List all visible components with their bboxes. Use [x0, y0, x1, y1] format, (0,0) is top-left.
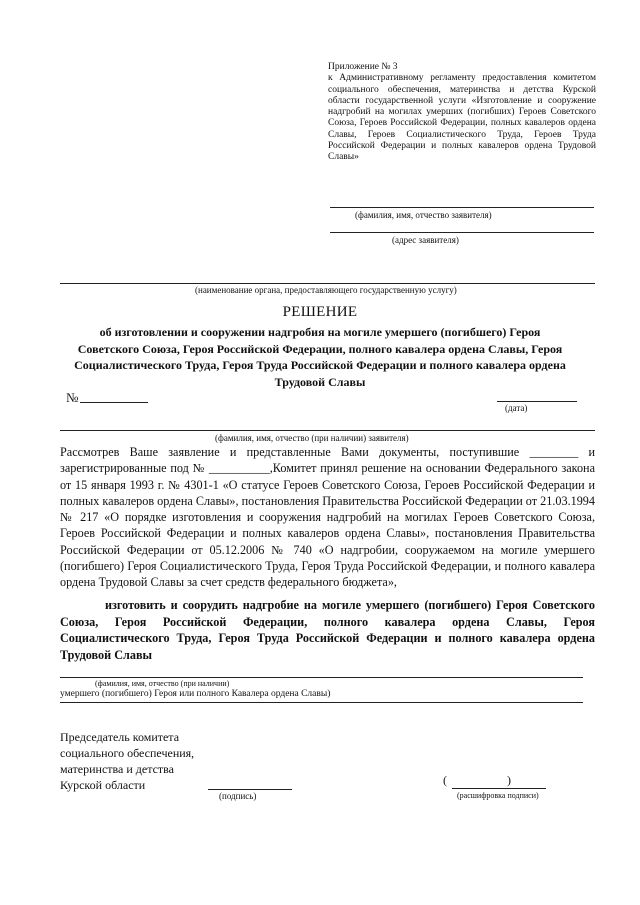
recipient-caption: (фамилия, имя, отчество (при наличии) заявителя)	[215, 433, 409, 443]
applicant-address-line	[330, 232, 594, 233]
decode-line	[452, 788, 546, 789]
applicant-name-line	[330, 207, 594, 208]
body-paragraph: Рассмотрев Ваше заявление и представленные Вами документы, поступившие ________ и зарегистрированные под № __________,Комитет принял решение на основании Федерального закона от 15 января 1993 г. № 4301-1 «О статусе Героев Советского Союза, Героев Российской Федерации и полных кавалеров ордена Славы», постановления Правительства Российской Федерации от 21.03.1994 № 217 «О порядке изготовления и сооружения надгробий на могилах Героев Советского Союза, Героев Российской Федерации и полных кавалеров ордена Славы», постановления Правительства Российской Федерации от 05.12.2006 № 740 «О надгробии, сооружаемом на могиле умершего (погибшего) Героя Социалистического Труда, Героя Труда Российской Федерации, и полного кавалера ордена Трудовой Славы за счет средств федерального бюджета»,	[60, 445, 595, 590]
decode-brackets: ( )	[443, 773, 511, 787]
decision-number-label: №	[66, 390, 79, 405]
signature-line	[208, 789, 292, 790]
applicant-address-caption: (адрес заявителя)	[392, 235, 459, 245]
appendix-block	[328, 62, 596, 164]
position-line-2: социального обеспечения,	[60, 746, 195, 760]
decode-caption: (расшифровка подписи)	[457, 791, 539, 800]
organ-line	[60, 283, 595, 284]
signature-caption: (подпись)	[219, 791, 257, 801]
organ-caption: (наименование органа, предоставляющего государственную услугу)	[195, 285, 457, 295]
decision-title: РЕШЕНИЕ	[282, 304, 358, 320]
position-line-3: материнства и детства	[60, 762, 174, 776]
decision-date-line	[497, 401, 577, 402]
resolution-text: изготовить и соорудить надгробие на могиле умершего (погибшего) Героя Советского Союза, Героя Российской Федерации, полного кавалера ордена Славы, Героя Социалистического Труда, Героя Труда Российской Федерации и полного кавалера ордена Трудовой Славы	[60, 598, 595, 662]
signatory-position	[60, 729, 194, 793]
decision-body	[60, 444, 595, 591]
deceased-caption: (фамилия, имя, отчество (при наличии)	[95, 679, 230, 688]
position-line-1: Председатель комитета	[60, 730, 180, 744]
position-line-4: Курской области	[60, 778, 146, 792]
decision-date-caption: (дата)	[505, 403, 528, 413]
deceased-line-2	[60, 702, 583, 703]
appendix-heading: Приложение № 3	[328, 62, 398, 72]
decision-resolution	[60, 597, 595, 663]
decision-number-line	[80, 402, 148, 403]
recipient-line	[60, 430, 595, 431]
applicant-name-caption: (фамилия, имя, отчество заявителя)	[355, 210, 492, 220]
decision-subtitle: об изготовлении и сооружении надгробия на могиле умершего (погибшего) Героя Советского Союза, Героя Российской Федерации, полного кавалера ордена Славы, Героя Социалистического Труда, Героя Труда Российской Федерации и полного кавалера ордена Трудовой Славы	[74, 325, 566, 389]
deceased-line	[60, 677, 583, 678]
deceased-caption-2: умершего (погибшего) Героя или полного Кавалера ордена Славы)	[60, 689, 331, 699]
appendix-text: к Административному регламенту предоставления комитетом социального обеспечения, материнства и детства Курской области государственной услуги «Изготовление и сооружение надгробий на могилах умерших (погибших) Героев Советского Союза, Героев Российской Федерации, полных кавалеров ордена Славы, Героев Социалистического Труда, Героев Труда Российской Федерации и полных кавалеров ордена Трудовой Славы»	[328, 73, 596, 163]
